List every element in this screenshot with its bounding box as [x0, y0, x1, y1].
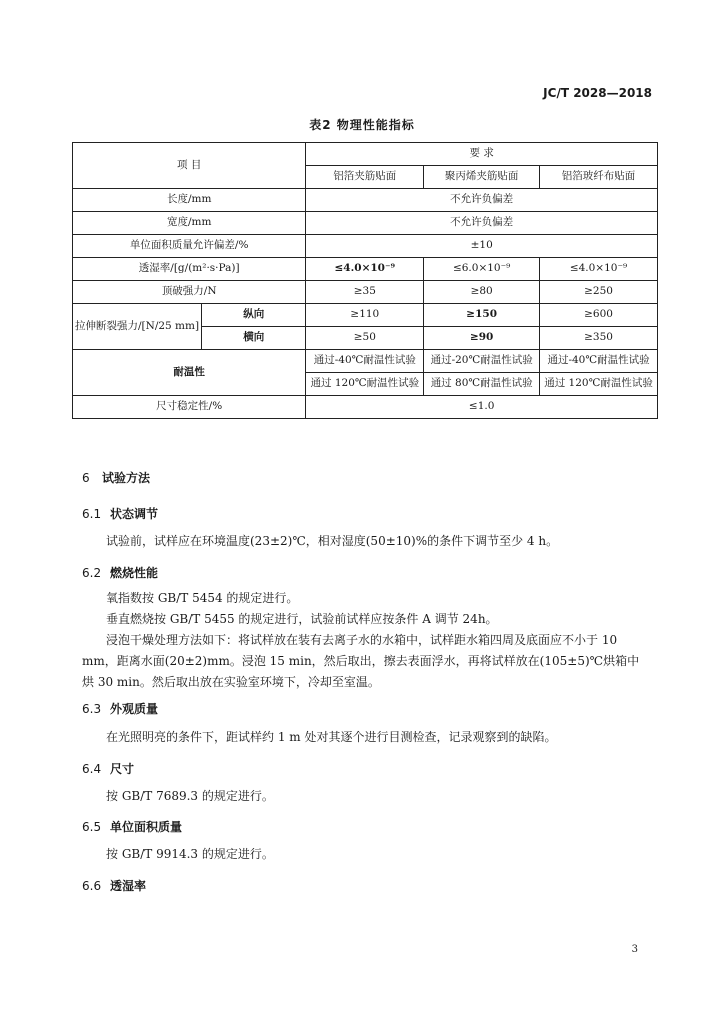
section-6-1-text: 试验前，试样应在环境温度(23±2)℃，相对湿度(50±10)%的条件下调节至少 4 h。: [106, 534, 559, 548]
section-number: 6.5: [82, 820, 102, 834]
cell-value: ≥50: [306, 327, 424, 350]
physical-properties-table: [72, 142, 658, 419]
row-value-length: 不允许负偏差: [306, 189, 658, 212]
cell-value: ≤4.0×10⁻⁹: [306, 258, 424, 281]
section-6-5-text: 按 GB/T 9914.3 的规定进行。: [106, 847, 274, 861]
section-6-heading: [82, 469, 150, 486]
header-requirements: 要 求: [306, 143, 658, 166]
cell-value: 通过-40℃耐温性试验: [306, 350, 424, 373]
cell-value: ≥600: [540, 304, 658, 327]
table-row: [73, 396, 658, 419]
section-title: 单位面积质量: [110, 820, 183, 834]
table-row: [73, 189, 658, 212]
section-6-3-text: 在光照明亮的条件下，距试样约 1 m 处对其逐个进行目测检查，记录观察到的缺陷。: [106, 730, 557, 744]
cell-value: ≥35: [306, 281, 424, 304]
header-item: 项 目: [73, 143, 306, 189]
section-6-4-heading: [82, 760, 134, 777]
row-value-mass: ±10: [306, 235, 658, 258]
cell-value: 通过 120℃耐温性试验: [306, 373, 424, 396]
cell-value: ≥350: [540, 327, 658, 350]
cell-value: 通过-40℃耐温性试验: [540, 350, 658, 373]
section-title: 试验方法: [102, 471, 151, 485]
row-label-permeance: 透湿率/[g/(m²·s·Pa)]: [73, 258, 306, 281]
row-value-width: 不允许负偏差: [306, 212, 658, 235]
cell-value: ≤6.0×10⁻⁹: [424, 258, 540, 281]
table-row: [73, 281, 658, 304]
section-title: 透湿率: [110, 879, 147, 893]
section-6-3-heading: [82, 700, 158, 717]
table-header-row: [73, 143, 658, 166]
table-title: 表2 物理性能指标: [309, 118, 415, 132]
section-title: 燃烧性能: [110, 566, 159, 580]
table-row: [73, 212, 658, 235]
row-label-stability: 尺寸稳定性/%: [73, 396, 306, 419]
table-row: [73, 258, 658, 281]
header-col-3: 铝箔玻纤布贴面: [540, 166, 658, 189]
section-number: 6: [82, 471, 90, 485]
section-title: 状态调节: [110, 507, 159, 521]
section-6-2-para-3: 浸泡干燥处理方法如下：将试样放在装有去离子水的水箱中，试样距水箱四周及底面应不小于 10 mm，距离水面(20±2)mm。浸泡 15 min，然后取出，擦去表面浮水，再将试样放在(105±5)℃烘箱中烘 30 min。然后取出放在实验室环境下，冷却至室温。: [82, 633, 640, 689]
row-label-temperature: 耐温性: [73, 350, 306, 396]
row-label-tensile: 拉伸断裂强力/[N/25 mm]: [73, 304, 202, 350]
section-number: 6.3: [82, 702, 102, 716]
cell-value: ≥110: [306, 304, 424, 327]
cell-value: ≥80: [424, 281, 540, 304]
section-title: 尺寸: [110, 762, 135, 776]
cell-value: ≥90: [424, 327, 540, 350]
header-col-1: 铝箔夹筋贴面: [306, 166, 424, 189]
row-value-stability: ≤1.0: [306, 396, 658, 419]
section-6-1-heading: [82, 505, 158, 522]
cell-value: ≥250: [540, 281, 658, 304]
section-6-2-heading: [82, 564, 158, 581]
sub-label-longitudinal: 纵向: [202, 304, 306, 327]
cell-value: ≥150: [424, 304, 540, 327]
cell-value: ≤4.0×10⁻⁹: [540, 258, 658, 281]
cell-value: 通过-20℃耐温性试验: [424, 350, 540, 373]
row-label-burst: 顶破强力/N: [73, 281, 306, 304]
cell-value: 通过 120℃耐温性试验: [540, 373, 658, 396]
table-row: [73, 304, 658, 327]
row-label-mass: 单位面积质量允许偏差/%: [73, 235, 306, 258]
row-label-width: 宽度/mm: [73, 212, 306, 235]
section-6-5-heading: [82, 818, 182, 835]
section-title: 外观质量: [110, 702, 159, 716]
section-6-2-para-1: 氧指数按 GB/T 5454 的规定进行。: [106, 591, 299, 605]
header-col-2: 聚丙烯夹筋贴面: [424, 166, 540, 189]
section-number: 6.2: [82, 566, 102, 580]
section-number: 6.1: [82, 507, 102, 521]
section-6-2-para-2: 垂直燃烧按 GB/T 5455 的规定进行，试验前试样应按条件 A 调节 24h。: [106, 612, 498, 626]
section-number: 6.6: [82, 879, 102, 893]
section-6-4-text: 按 GB/T 7689.3 的规定进行。: [106, 789, 274, 803]
row-label-length: 长度/mm: [73, 189, 306, 212]
cell-value: 通过 80℃耐温性试验: [424, 373, 540, 396]
table-row: [73, 350, 658, 373]
section-6-6-heading: [82, 877, 146, 894]
section-number: 6.4: [82, 762, 102, 776]
sub-label-transverse: 横向: [202, 327, 306, 350]
table-row: [73, 235, 658, 258]
standard-code: JC/T 2028—2018: [543, 86, 652, 100]
page-number: 3: [631, 944, 638, 955]
